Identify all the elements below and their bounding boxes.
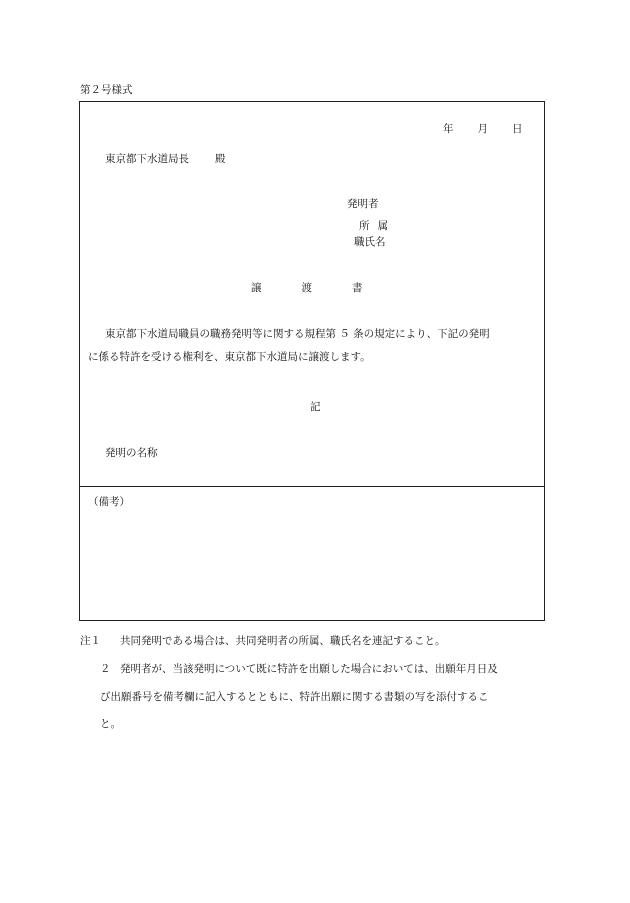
note-1-text: 共同発明である場合は、共同発明者の所属、職氏名を連記すること。 (120, 635, 446, 647)
ki-heading: 記 (310, 401, 321, 413)
note-2-line-1 (100, 661, 498, 676)
title-char-2: 渡 (301, 282, 312, 294)
form-box (79, 101, 545, 621)
note-2-number: ２ (100, 663, 111, 675)
affiliation-label: 所属 (359, 220, 396, 232)
note-2-line-3: と。 (100, 718, 121, 730)
title-char-1: 譲 (251, 282, 262, 294)
remarks-label: （備考） (88, 496, 130, 508)
addressee (105, 151, 226, 166)
date-month: 月 (477, 123, 488, 135)
addressee-name: 東京都下水道局長 (105, 153, 189, 165)
date-day: 日 (512, 123, 523, 135)
body-line-2: に係る特許を受ける権利を、東京都下水道局に譲渡します。 (88, 351, 371, 363)
title-char-3: 書 (352, 282, 363, 294)
note-1-number: 注１ (80, 635, 101, 647)
form-number: 第２号様式 (80, 84, 133, 96)
remarks-divider (80, 486, 544, 487)
name-label: 職氏名 (354, 236, 386, 248)
document-title (251, 280, 363, 295)
invention-name-label: 発明の名称 (105, 447, 158, 459)
note-1 (80, 633, 446, 648)
addressee-honorific: 殿 (215, 153, 226, 165)
note-2-line-2: び出願番号を備考欄に記入するとともに、特許出願に関する書類の写を添付するこ (100, 691, 489, 703)
date-line (443, 121, 523, 136)
date-year: 年 (443, 123, 454, 135)
body-line-1: 東京都下水道局職員の職務発明等に関する規程第 ５ 条の規定により、下記の発明 (105, 328, 490, 340)
note-2-text-1: 発明者が、当該発明について既に特許を出願した場合においては、出願年月日及 (120, 663, 498, 675)
inventor-label: 発明者 (347, 198, 379, 210)
